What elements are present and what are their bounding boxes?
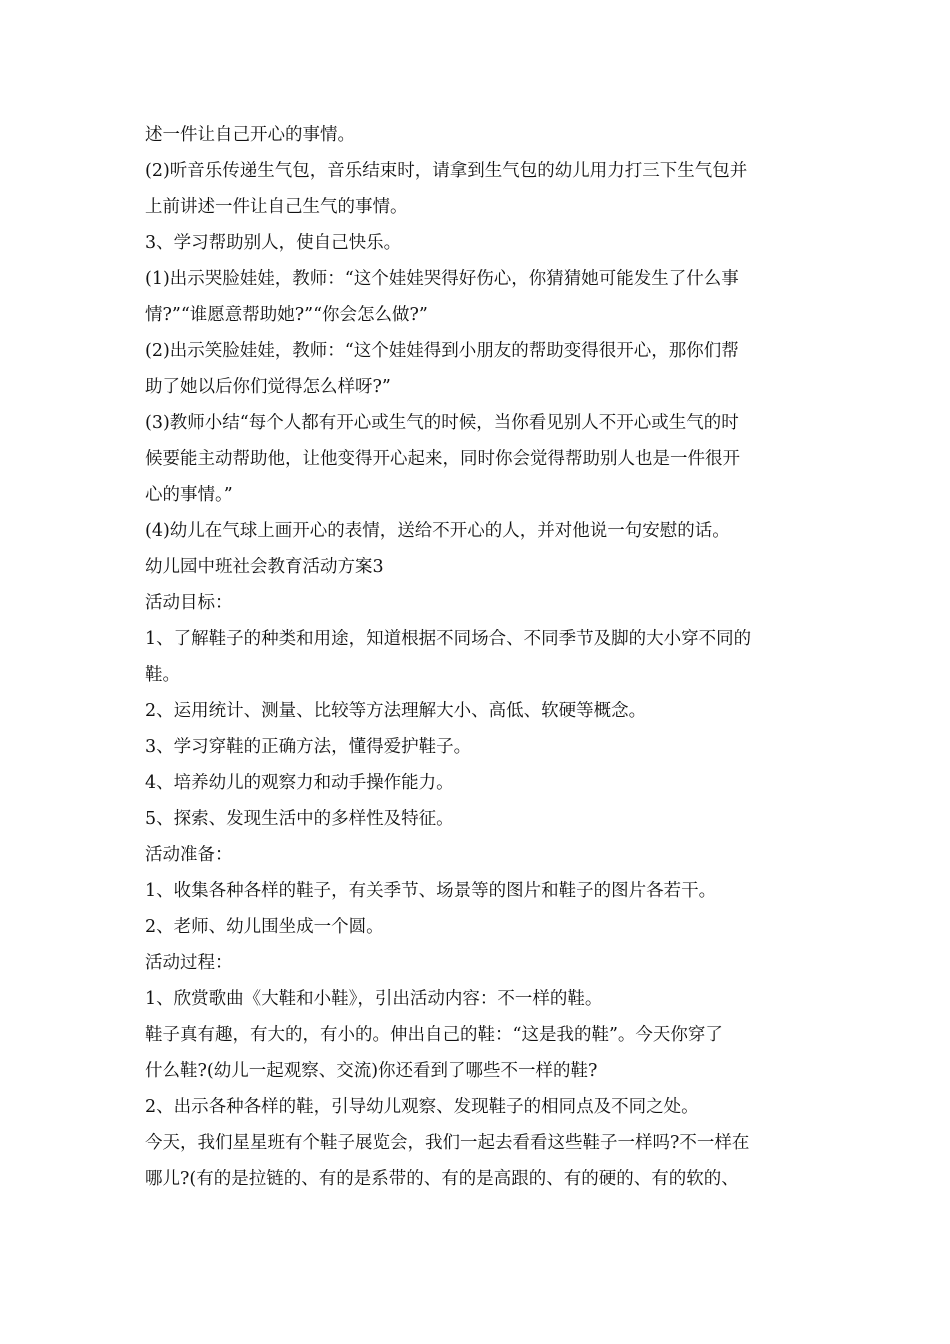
text-line: 今天，我们星星班有个鞋子展览会，我们一起去看看这些鞋子一样吗?不一样在: [145, 1133, 750, 1153]
text-line: (4)幼儿在气球上画开心的表情，送给不开心的人，并对他说一句安慰的话。: [145, 521, 730, 541]
section-heading: 活动目标：: [145, 593, 233, 613]
text-line: 什么鞋?(幼儿一起观察、交流)你还看到了哪些不一样的鞋?: [145, 1061, 598, 1081]
text-line: 情?”“谁愿意帮助她?”“你会怎么做?”: [145, 305, 428, 325]
text-line: 鞋。: [145, 665, 180, 685]
text-line: 候要能主动帮助他，让他变得开心起来，同时你会觉得帮助别人也是一件很开: [145, 449, 740, 469]
text-line: 4、培养幼儿的观察力和动手操作能力。: [145, 773, 454, 793]
text-line: 述一件让自己开心的事情。: [145, 125, 355, 145]
text-line: 心的事情。”: [145, 485, 233, 505]
section-heading: 活动过程：: [145, 953, 233, 973]
text-line: 2、出示各种各样的鞋，引导幼儿观察、发现鞋子的相同点及不同之处。: [145, 1097, 699, 1117]
text-line: 1、欣赏歌曲《大鞋和小鞋》，引出活动内容：不一样的鞋。: [145, 989, 603, 1009]
text-line: (2)听音乐传递生气包，音乐结束时，请拿到生气包的幼儿用力打三下生气包并: [145, 161, 748, 181]
plan-title: 幼儿园中班社会教育活动方案3: [145, 557, 384, 577]
text-line: 上前讲述一件让自己生气的事情。: [145, 197, 408, 217]
section-heading: 活动准备：: [145, 845, 233, 865]
text-line: 2、老师、幼儿围坐成一个圆。: [145, 917, 384, 937]
section-heading: 3、学习帮助别人，使自己快乐。: [145, 233, 402, 253]
text-line: 鞋子真有趣，有大的，有小的。伸出自己的鞋：“这是我的鞋”。今天你穿了: [145, 1025, 723, 1045]
text-line: 助了她以后你们觉得怎么样呀?”: [145, 377, 391, 397]
document-body: [145, 117, 810, 1197]
text-line: 1、了解鞋子的种类和用途，知道根据不同场合、不同季节及脚的大小穿不同的: [145, 629, 752, 649]
text-line: (2)出示笑脸娃娃，教师：“这个娃娃得到小朋友的帮助变得很开心，那你们帮: [145, 341, 739, 361]
text-line: 2、运用统计、测量、比较等方法理解大小、高低、软硬等概念。: [145, 701, 647, 721]
text-line: 哪儿?(有的是拉链的、有的是系带的、有的是高跟的、有的硬的、有的软的、: [145, 1169, 739, 1189]
text-line: 1、收集各种各样的鞋子，有关季节、场景等的图片和鞋子的图片各若干。: [145, 881, 717, 901]
text-line: 3、学习穿鞋的正确方法，懂得爱护鞋子。: [145, 737, 472, 757]
text-line: 5、探索、发现生活中的多样性及特征。: [145, 809, 454, 829]
text-line: (3)教师小结“每个人都有开心或生气的时候，当你看见别人不开心或生气的时: [145, 413, 739, 433]
text-line: (1)出示哭脸娃娃，教师：“这个娃娃哭得好伤心，你猜猜她可能发生了什么事: [145, 269, 739, 289]
